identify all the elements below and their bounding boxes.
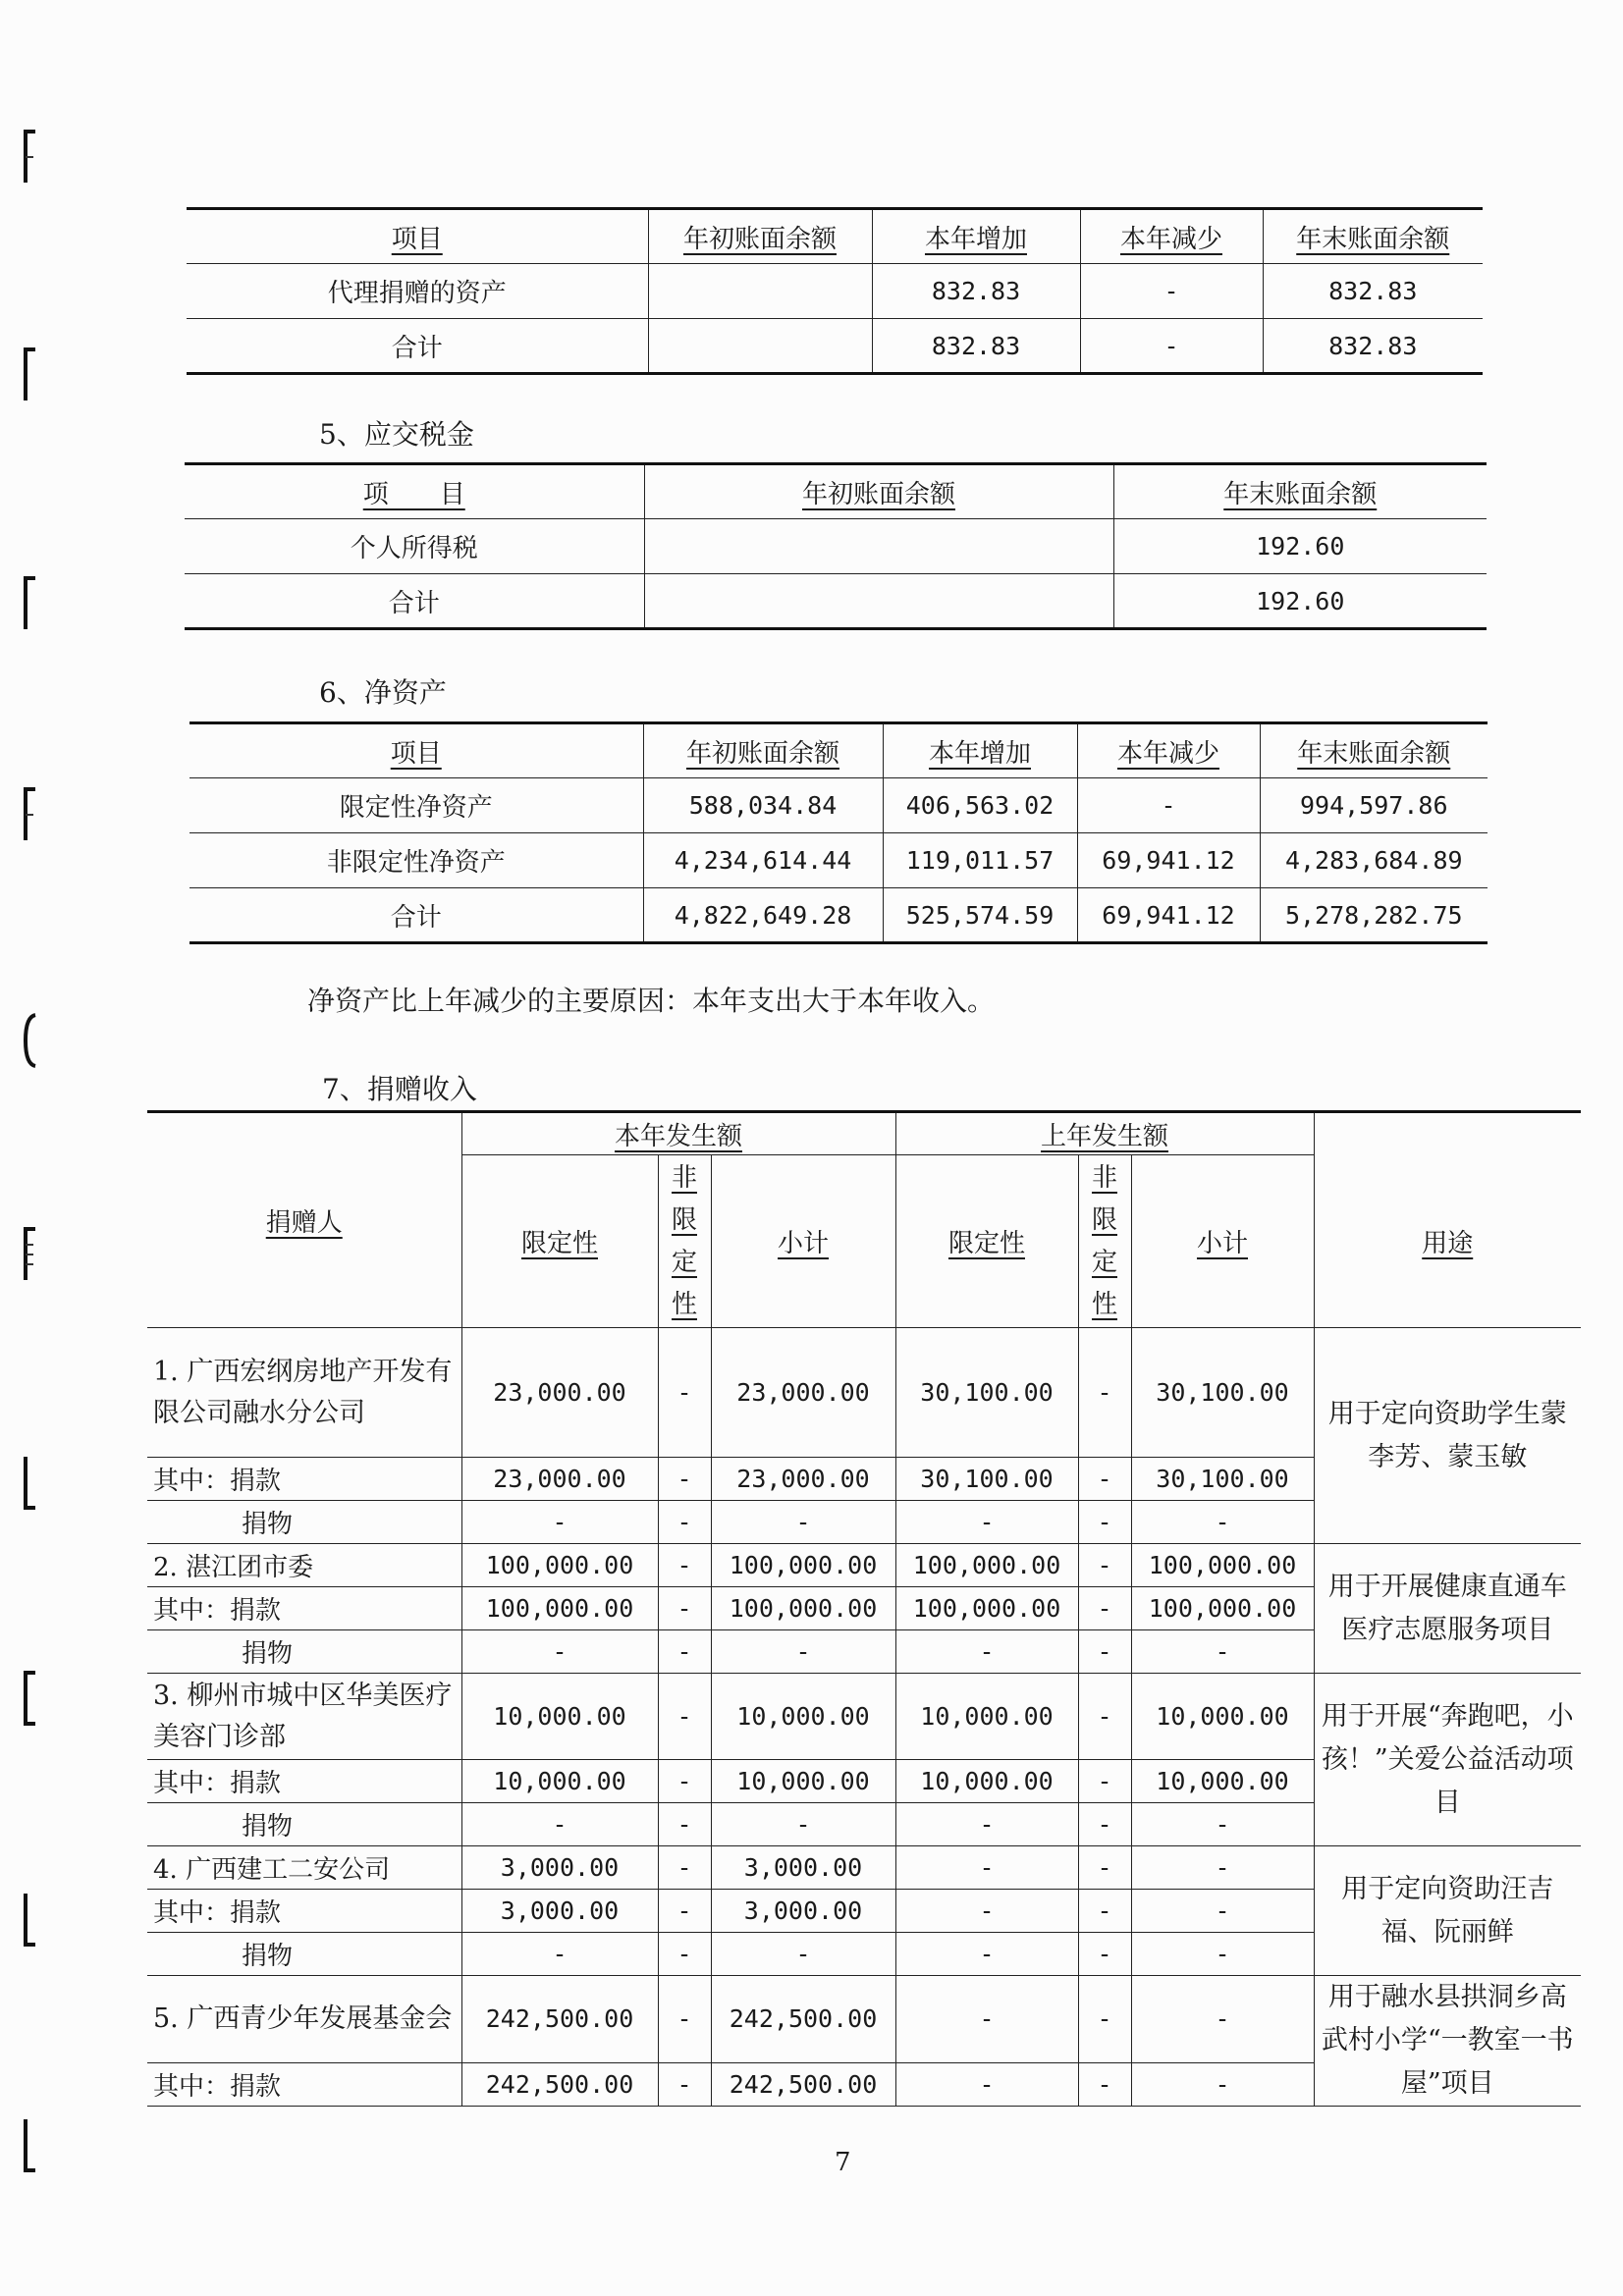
table-row	[189, 778, 1488, 833]
donor-cell: 其中：捐款	[147, 1760, 461, 1803]
value-cell: -	[1131, 1933, 1314, 1976]
value-cell: -	[658, 1803, 711, 1846]
value-cell: 832.83	[1263, 319, 1483, 374]
donor-cell: 其中：捐款	[147, 2062, 461, 2106]
value-cell: -	[1078, 1933, 1131, 1976]
value-cell: -	[895, 1803, 1078, 1846]
table-row	[189, 833, 1488, 888]
value-cell: 3,000.00	[711, 1890, 895, 1933]
column-header: 项目	[189, 723, 643, 778]
page-number: 7	[835, 2148, 851, 2177]
table-row	[147, 1544, 1581, 1587]
binder-mark	[22, 1890, 39, 1949]
donor-cell: 捐物	[147, 1501, 461, 1544]
item-cell: 非限定性净资产	[189, 833, 643, 888]
item-cell: 个人所得税	[185, 519, 644, 574]
use-cell: 用于融水县拱洞乡高武村小学“一教室一书屋”项目	[1314, 1976, 1581, 2107]
value-cell: -	[1078, 1544, 1131, 1587]
item-cell: 限定性净资产	[189, 778, 643, 833]
value-cell: -	[1131, 1803, 1314, 1846]
use-cell: 用于开展“奔跑吧，小孩！”关爱公益活动项目	[1314, 1674, 1581, 1846]
value-cell: -	[895, 1890, 1078, 1933]
binder-mark	[22, 1225, 39, 1284]
donor-cell: 捐物	[147, 1803, 461, 1846]
table-header-row	[187, 209, 1483, 264]
value-cell: -	[1131, 1890, 1314, 1933]
value-cell: -	[461, 1630, 658, 1674]
value-cell: -	[711, 1630, 895, 1674]
use-cell: 用于定向资助学生蒙李芳、蒙玉敏	[1314, 1328, 1581, 1544]
value-cell: 242,500.00	[711, 1976, 895, 2063]
value-cell: 30,100.00	[895, 1328, 1078, 1458]
table-row	[185, 519, 1487, 574]
value-cell: 832.83	[872, 264, 1080, 319]
value-cell: -	[1131, 2062, 1314, 2106]
column-header: 年初账面余额	[644, 464, 1113, 519]
value-cell	[648, 264, 872, 319]
value-cell: 3,000.00	[461, 1846, 658, 1890]
section-heading: 7、捐赠收入	[322, 1073, 477, 1105]
value-cell: 23,000.00	[461, 1328, 658, 1458]
value-cell: 30,100.00	[1131, 1458, 1314, 1501]
value-cell: 100,000.00	[461, 1544, 658, 1587]
value-cell: 100,000.00	[1131, 1544, 1314, 1587]
value-cell: 23,000.00	[711, 1328, 895, 1458]
value-cell: 23,000.00	[461, 1458, 658, 1501]
value-cell: -	[461, 1803, 658, 1846]
value-cell: 192.60	[1113, 574, 1487, 629]
table-row	[147, 1976, 1581, 2063]
value-cell: -	[658, 1328, 711, 1458]
value-cell: -	[1078, 1501, 1131, 1544]
value-cell: -	[1078, 1674, 1131, 1760]
table-row	[147, 1846, 1581, 1890]
value-cell: 100,000.00	[895, 1587, 1078, 1630]
value-cell: 588,034.84	[643, 778, 883, 833]
column-header: 年末账面余额	[1260, 723, 1488, 778]
value-cell: 100,000.00	[711, 1544, 895, 1587]
column-header: 限定性	[461, 1155, 658, 1328]
value-cell: -	[1131, 1501, 1314, 1544]
value-cell: 69,941.12	[1077, 888, 1260, 943]
value-cell: 23,000.00	[711, 1458, 895, 1501]
value-cell: 10,000.00	[711, 1674, 895, 1760]
value-cell: 30,100.00	[895, 1458, 1078, 1501]
value-cell: 30,100.00	[1131, 1328, 1314, 1458]
donor-cell: 捐物	[147, 1933, 461, 1976]
column-header: 限定性	[895, 1155, 1078, 1328]
value-cell: 525,574.59	[883, 888, 1077, 943]
value-cell: 242,500.00	[711, 2062, 895, 2106]
value-cell: -	[658, 1587, 711, 1630]
donation-income-table	[147, 1110, 1581, 2107]
value-cell: 69,941.12	[1077, 833, 1260, 888]
value-cell: 994,597.86	[1260, 778, 1488, 833]
value-cell: 100,000.00	[1131, 1587, 1314, 1630]
value-cell: 3,000.00	[461, 1890, 658, 1933]
value-cell: -	[1078, 1846, 1131, 1890]
donor-cell: 其中：捐款	[147, 1458, 461, 1501]
value-cell	[648, 319, 872, 374]
value-cell: -	[658, 2062, 711, 2106]
table-header-row	[147, 1112, 1581, 1155]
current-year-header: 本年发生额	[461, 1112, 895, 1155]
value-cell: 10,000.00	[461, 1760, 658, 1803]
taxes-payable-table	[185, 462, 1487, 630]
column-header: 年初账面余额	[643, 723, 883, 778]
value-cell: 100,000.00	[711, 1587, 895, 1630]
value-cell: -	[461, 1501, 658, 1544]
column-header: 本年减少	[1080, 209, 1263, 264]
value-cell: -	[1080, 319, 1263, 374]
table-row	[147, 1674, 1581, 1760]
value-cell: -	[658, 1630, 711, 1674]
column-header: 本年减少	[1077, 723, 1260, 778]
column-header: 年末账面余额	[1113, 464, 1487, 519]
use-cell: 用于开展健康直通车医疗志愿服务项目	[1314, 1544, 1581, 1674]
binder-mark	[22, 2115, 39, 2174]
net-assets-note: 净资产比上年减少的主要原因：本年支出大于本年收入。	[307, 985, 996, 1017]
column-header: 小计	[1131, 1155, 1314, 1328]
value-cell: -	[895, 1501, 1078, 1544]
net-assets-table	[189, 721, 1488, 944]
item-cell: 代理捐赠的资产	[187, 264, 648, 319]
value-cell	[644, 574, 1113, 629]
value-cell: -	[1078, 2062, 1131, 2106]
value-cell: -	[461, 1933, 658, 1976]
item-cell: 合计	[189, 888, 643, 943]
value-cell: -	[711, 1501, 895, 1544]
donor-cell: 2. 湛江团市委	[147, 1544, 461, 1587]
value-cell: 832.83	[1263, 264, 1483, 319]
value-cell: -	[895, 1630, 1078, 1674]
column-header: 项 目	[185, 464, 644, 519]
value-cell: -	[658, 1846, 711, 1890]
binder-mark	[22, 1669, 39, 1728]
value-cell: -	[658, 1674, 711, 1760]
column-header: 非 限 定 性	[1078, 1155, 1131, 1328]
table-header-row	[189, 723, 1488, 778]
column-header: 项目	[187, 209, 648, 264]
value-cell: -	[1131, 1630, 1314, 1674]
table-row	[147, 1328, 1581, 1458]
donor-header: 捐赠人	[147, 1112, 461, 1328]
binder-mark	[22, 574, 39, 633]
value-cell: -	[658, 1458, 711, 1501]
column-header: 小计	[711, 1155, 895, 1328]
column-header: 本年增加	[872, 209, 1080, 264]
donor-cell: 其中：捐款	[147, 1890, 461, 1933]
item-cell: 合计	[187, 319, 648, 374]
value-cell: -	[895, 1976, 1078, 2063]
item-cell: 合计	[185, 574, 644, 629]
value-cell: -	[1131, 1976, 1314, 2063]
value-cell: -	[1078, 1760, 1131, 1803]
value-cell: -	[1078, 1630, 1131, 1674]
donor-cell: 捐物	[147, 1630, 461, 1674]
value-cell: -	[711, 1803, 895, 1846]
value-cell: -	[658, 1976, 711, 2063]
table-row	[185, 574, 1487, 629]
use-cell: 用于定向资助汪吉福、阮丽鲜	[1314, 1846, 1581, 1976]
value-cell: 242,500.00	[461, 2062, 658, 2106]
section-heading: 6、净资产	[319, 676, 447, 709]
table-row	[189, 888, 1488, 943]
binder-mark	[22, 128, 39, 187]
value-cell: -	[1077, 778, 1260, 833]
table-row	[187, 264, 1483, 319]
donor-cell: 其中：捐款	[147, 1587, 461, 1630]
binder-mark	[22, 346, 39, 404]
column-header: 年初账面余额	[648, 209, 872, 264]
value-cell: 10,000.00	[1131, 1760, 1314, 1803]
value-cell: -	[895, 1933, 1078, 1976]
value-cell: 10,000.00	[461, 1674, 658, 1760]
value-cell: -	[895, 2062, 1078, 2106]
value-cell: 10,000.00	[895, 1674, 1078, 1760]
value-cell: -	[1078, 1328, 1131, 1458]
value-cell: -	[1078, 1890, 1131, 1933]
value-cell: 10,000.00	[711, 1760, 895, 1803]
value-cell: 4,283,684.89	[1260, 833, 1488, 888]
binder-mark	[22, 785, 39, 844]
donor-cell: 4. 广西建工二安公司	[147, 1846, 461, 1890]
value-cell: -	[1080, 264, 1263, 319]
value-cell: 119,011.57	[883, 833, 1077, 888]
value-cell: 192.60	[1113, 519, 1487, 574]
value-cell: -	[658, 1890, 711, 1933]
column-header: 年末账面余额	[1263, 209, 1483, 264]
binder-mark	[22, 1011, 39, 1070]
value-cell: 406,563.02	[883, 778, 1077, 833]
column-header: 本年增加	[883, 723, 1077, 778]
value-cell: -	[1078, 1458, 1131, 1501]
value-cell: -	[1078, 1587, 1131, 1630]
donor-cell: 3. 柳州市城中区华美医疗美容门诊部	[147, 1674, 461, 1760]
value-cell: 10,000.00	[1131, 1674, 1314, 1760]
value-cell: -	[895, 1846, 1078, 1890]
value-cell: -	[1078, 1803, 1131, 1846]
value-cell: 100,000.00	[461, 1587, 658, 1630]
value-cell: -	[658, 1760, 711, 1803]
value-cell: -	[658, 1544, 711, 1587]
value-cell	[644, 519, 1113, 574]
value-cell: 832.83	[872, 319, 1080, 374]
section-heading: 5、应交税金	[319, 418, 474, 451]
value-cell: 4,234,614.44	[643, 833, 883, 888]
donor-cell: 1. 广西宏纲房地产开发有限公司融水分公司	[147, 1328, 461, 1458]
value-cell: 242,500.00	[461, 1976, 658, 2063]
value-cell: 100,000.00	[895, 1544, 1078, 1587]
agency-assets-table	[187, 207, 1483, 375]
value-cell: 5,278,282.75	[1260, 888, 1488, 943]
table-row	[187, 319, 1483, 374]
donor-cell: 5. 广西青少年发展基金会	[147, 1976, 461, 2063]
prior-year-header: 上年发生额	[895, 1112, 1314, 1155]
value-cell: 4,822,649.28	[643, 888, 883, 943]
column-header: 用途	[1314, 1155, 1581, 1328]
value-cell: -	[1131, 1846, 1314, 1890]
binder-mark	[22, 1453, 39, 1512]
column-header: 非 限 定 性	[658, 1155, 711, 1328]
value-cell: 10,000.00	[895, 1760, 1078, 1803]
value-cell: -	[1078, 1976, 1131, 2063]
value-cell: -	[658, 1501, 711, 1544]
value-cell: -	[658, 1933, 711, 1976]
value-cell: 3,000.00	[711, 1846, 895, 1890]
value-cell: -	[711, 1933, 895, 1976]
table-header-row	[185, 464, 1487, 519]
